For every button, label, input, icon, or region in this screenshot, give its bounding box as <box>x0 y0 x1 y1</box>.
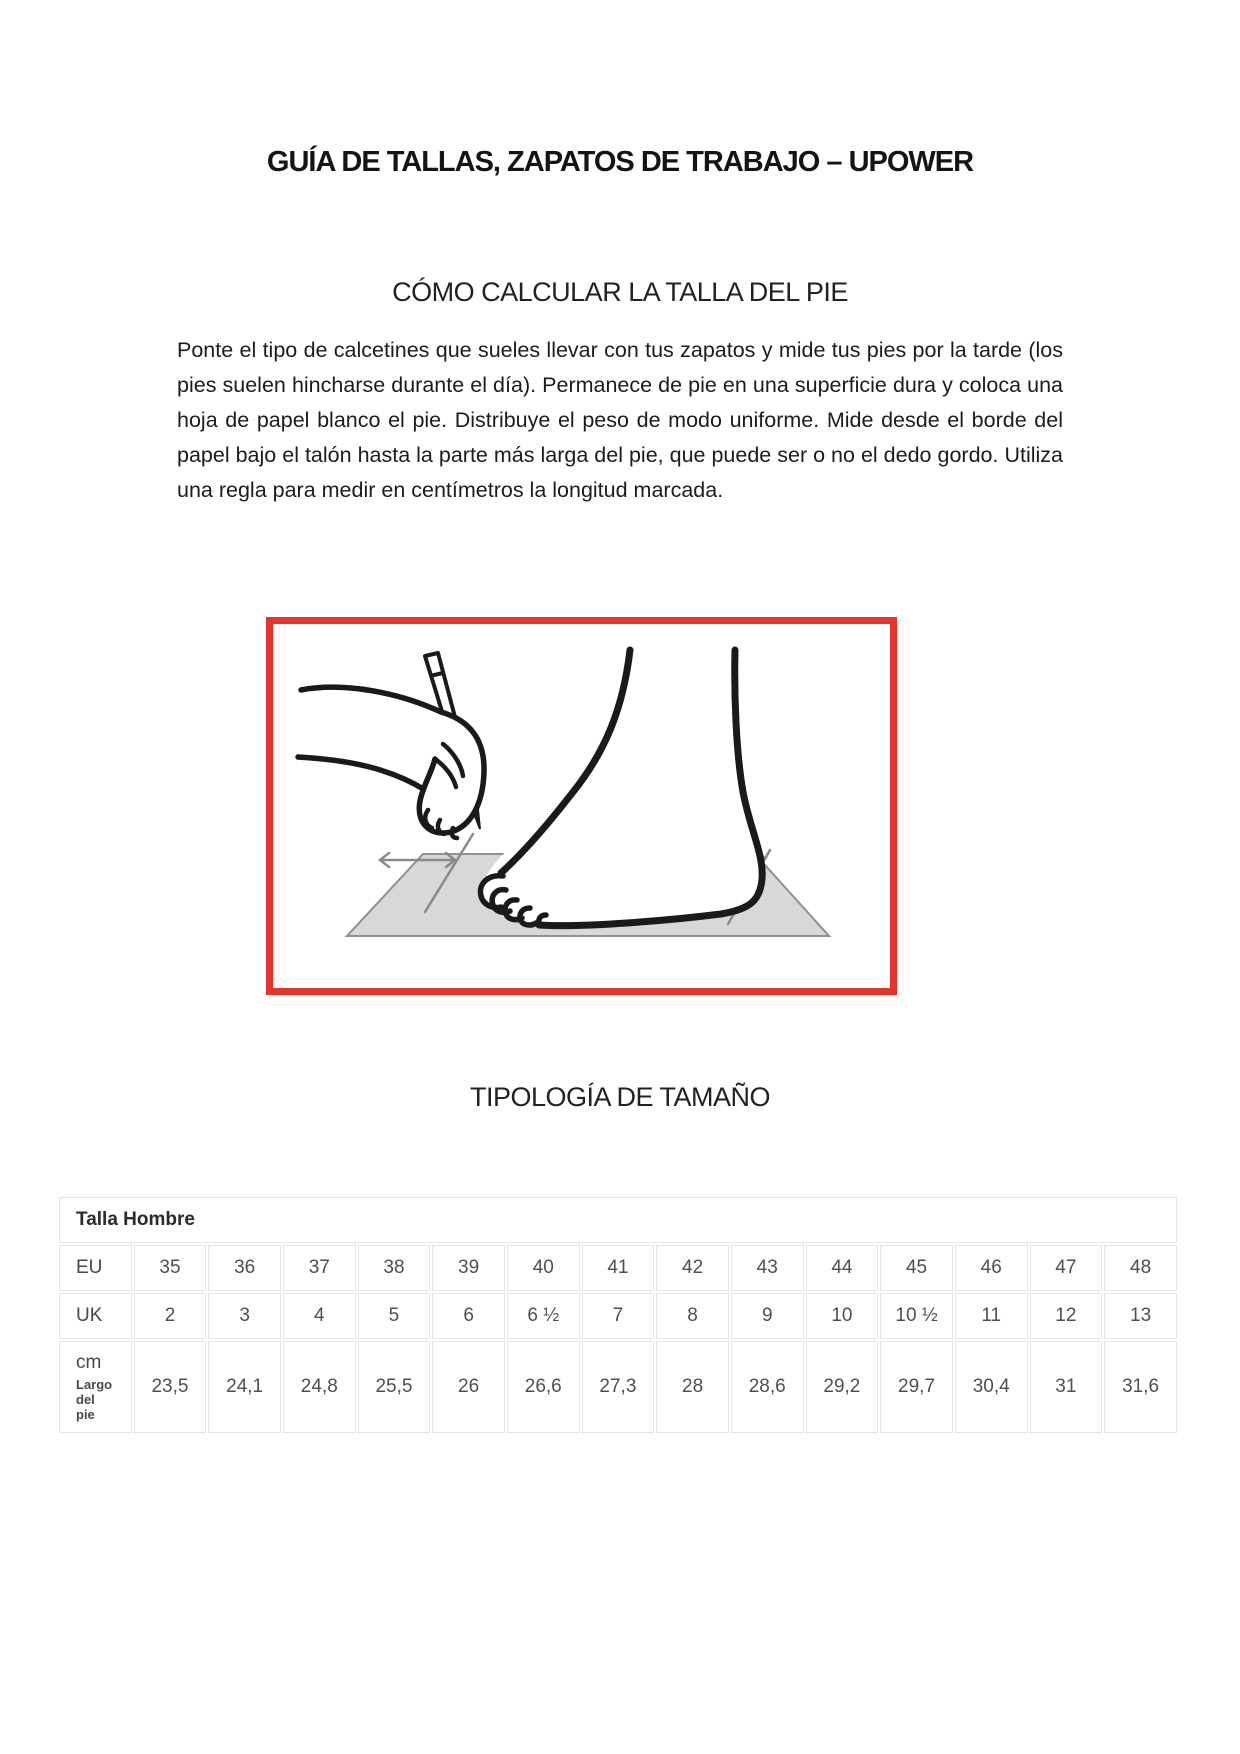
foot-outline <box>480 650 762 926</box>
size-value-cell: 46 <box>955 1245 1028 1291</box>
size-value-cell: 37 <box>283 1245 356 1291</box>
measuring-foot-drawing <box>273 624 890 988</box>
row-label: cm Largo del pie <box>59 1341 132 1433</box>
size-value-cell: 8 <box>656 1293 729 1339</box>
size-value-cell: 39 <box>432 1245 505 1291</box>
size-value-cell: 48 <box>1104 1245 1177 1291</box>
table-header-row <box>59 1197 1177 1243</box>
size-value-cell: 6 <box>432 1293 505 1339</box>
size-value-cell: 43 <box>731 1245 804 1291</box>
table-row-eu <box>59 1245 1177 1291</box>
size-table-body <box>59 1197 1177 1433</box>
size-value-cell: 45 <box>880 1245 953 1291</box>
size-value-cell: 29,7 <box>880 1341 953 1433</box>
row-label: EU <box>59 1245 132 1291</box>
size-value-cell: 36 <box>208 1245 281 1291</box>
size-value-cell: 31,6 <box>1104 1341 1177 1433</box>
size-value-cell: 10 <box>806 1293 879 1339</box>
size-value-cell: 47 <box>1030 1245 1103 1291</box>
size-value-cell: 42 <box>656 1245 729 1291</box>
size-value-cell: 23,5 <box>134 1341 207 1433</box>
size-value-cell: 4 <box>283 1293 356 1339</box>
table-row-cm <box>59 1341 1177 1433</box>
size-value-cell: 28,6 <box>731 1341 804 1433</box>
section-heading-size-typology: TIPOLOGÍA DE TAMAÑO <box>469 1082 771 1112</box>
size-value-cell: 31 <box>1030 1341 1103 1433</box>
table-title: Talla Hombre <box>59 1197 1177 1243</box>
size-value-cell: 24,1 <box>208 1341 281 1433</box>
size-value-cell: 9 <box>731 1293 804 1339</box>
size-value-cell: 41 <box>582 1245 655 1291</box>
size-table-container <box>57 1195 1179 1435</box>
measuring-foot-illustration <box>266 617 897 995</box>
size-value-cell: 12 <box>1030 1293 1103 1339</box>
size-value-cell: 35 <box>134 1245 207 1291</box>
size-value-cell: 29,2 <box>806 1341 879 1433</box>
size-value-cell: 5 <box>358 1293 431 1339</box>
size-value-cell: 44 <box>806 1245 879 1291</box>
size-value-cell: 27,3 <box>582 1341 655 1433</box>
intro-paragraph: Ponte el tipo de calcetines que sueles llevar con tus zapatos y mide tus pies por la tarde (los pies suelen hincharse durante el día). Permanece de pie en una superficie dura y coloca una hoja de papel blanco el pie. Distribuye el peso de modo uniforme. Mide desde el borde del papel bajo el talón hasta la parte más larga del pie, que puede ser o no el dedo gordo. Utiliza una regla para medir en centímetros la longitud marcada. <box>177 338 1063 502</box>
size-value-cell: 28 <box>656 1341 729 1433</box>
size-value-cell: 25,5 <box>358 1341 431 1433</box>
size-value-cell: 11 <box>955 1293 1028 1339</box>
row-label: UK <box>59 1293 132 1339</box>
size-value-cell: 24,8 <box>283 1341 356 1433</box>
size-value-cell: 6 ½ <box>507 1293 580 1339</box>
row-sublabel: Largo del pie <box>76 1377 113 1422</box>
size-value-cell: 7 <box>582 1293 655 1339</box>
section-heading-how-to-measure: CÓMO CALCULAR LA TALLA DEL PIE <box>392 277 848 307</box>
size-value-cell: 38 <box>358 1245 431 1291</box>
size-value-cell: 26 <box>432 1341 505 1433</box>
size-value-cell: 2 <box>134 1293 207 1339</box>
page-title: GUÍA DE TALLAS, ZAPATOS DE TRABAJO – UPOWER <box>266 146 974 178</box>
size-value-cell: 26,6 <box>507 1341 580 1433</box>
hand-with-pencil <box>298 653 484 838</box>
size-value-cell: 40 <box>507 1245 580 1291</box>
table-row-uk <box>59 1293 1177 1339</box>
size-value-cell: 30,4 <box>955 1341 1028 1433</box>
size-value-cell: 3 <box>208 1293 281 1339</box>
size-value-cell: 10 ½ <box>880 1293 953 1339</box>
size-value-cell: 13 <box>1104 1293 1177 1339</box>
size-table <box>57 1195 1179 1435</box>
